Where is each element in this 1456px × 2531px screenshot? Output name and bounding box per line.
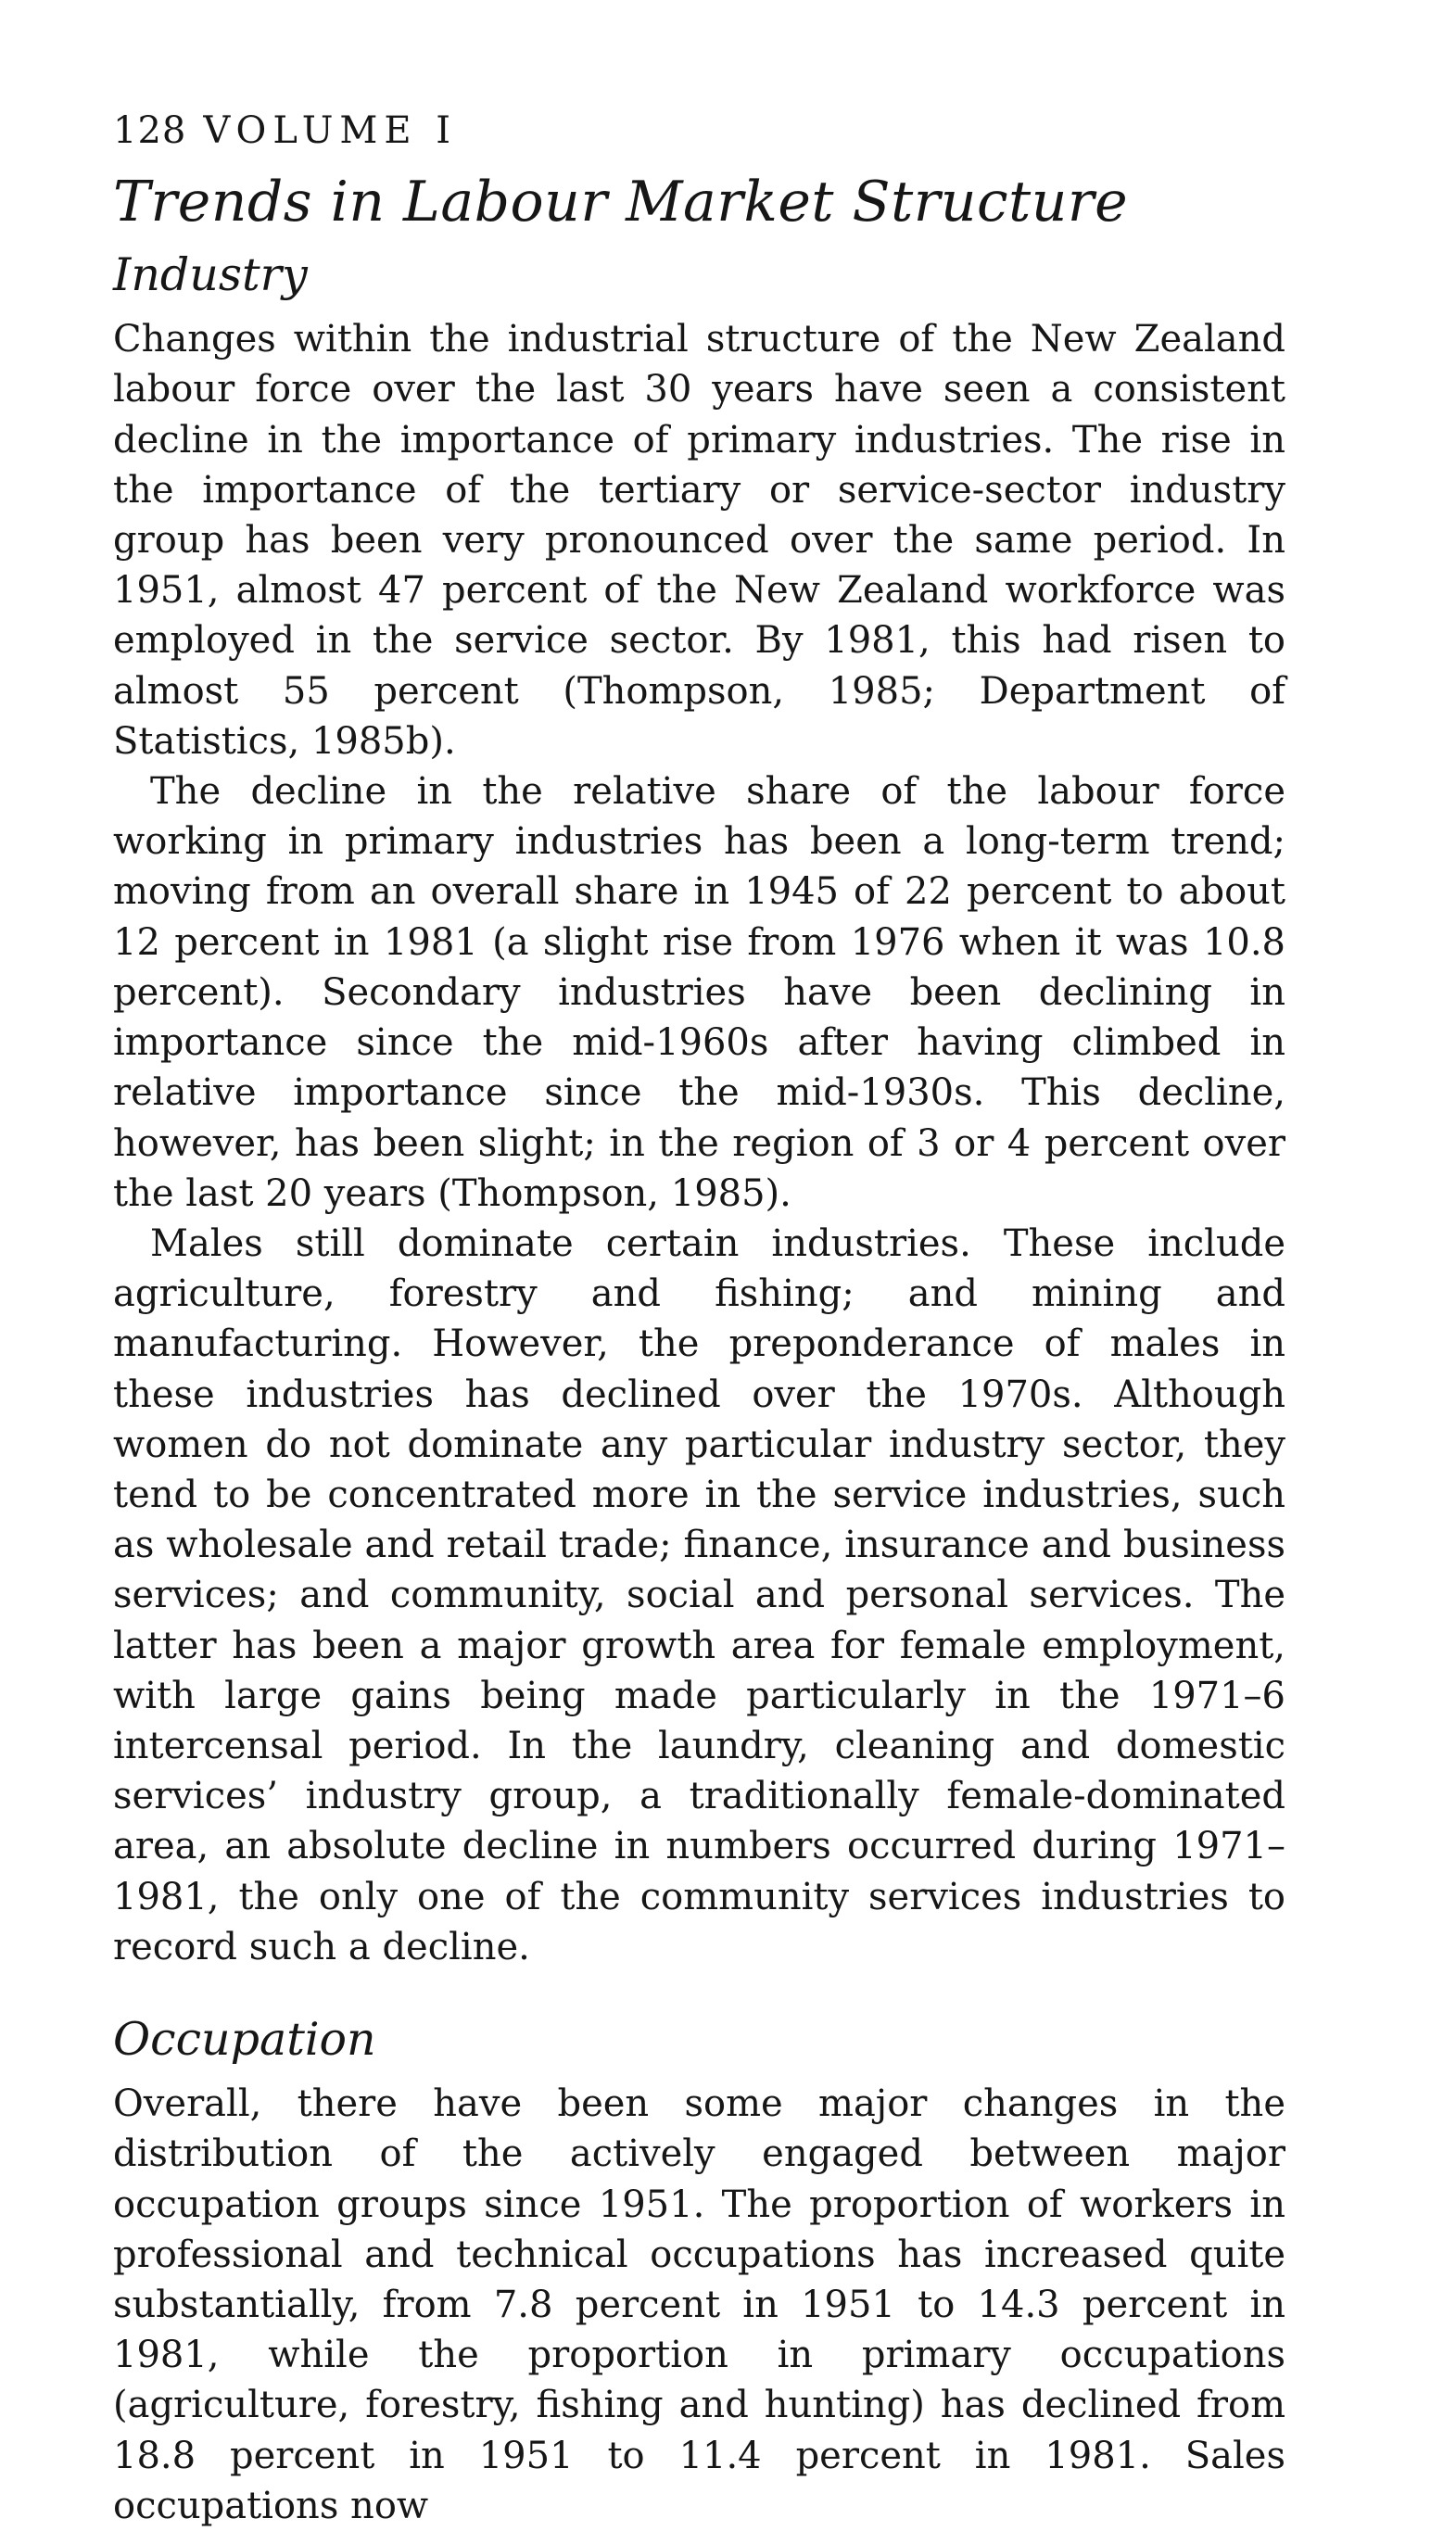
industry-paragraph-2: The decline in the relative share of the labour force working in primary industries has been a long-term trend; moving from an overall share in 1945 of 22 percent to about 12 percent in 1981 (a slight rise from 1976 when it was 10.8 percent). Secondary industries have been declining in importance since the mid-1960s after having climbed in relative importance since the mid-1930s. This decline, however, has been slight; in the region of 3 or 4 percent over the last 20 years (Thompson, 1985).: [113, 770, 1285, 1215]
occupation-paragraph-1: Overall, there have been some major changes in the distribution of the actively engaged between major occupation groups since 1951. The proportion of workers in professional and technical occupations has increased quite substantially, from 7.8 percent in 1951 to 14.3 percent in 1981, while the proportion in primary occupations (agriculture, forestry, fishing and hunting) has declined from 18.8 percent in 1951 to 11.4 percent in 1981. Sales occupations now: [113, 2082, 1285, 2527]
section-heading-industry: Industry: [113, 248, 308, 301]
book-page: [113, 109, 1285, 2527]
industry-paragraph-3: Males still dominate certain industries. These include agriculture, forestry and fishing; and mining and manufacturing. However, the preponderance of males in these industries has declined over the 1970s. Although women do not dominate any particular industry sector, they tend to be concentrated more in the service industries, such as wholesale and retail trade; finance, insurance and business services; and community, social and personal services. The latter has been a major growth area for female employment, with large gains being made particularly in the 1971–6 intercensal period. In the laundry, cleaning and domestic services’ industry group, a traditionally female-dominated area, an absolute decline in numbers occurred during 1971–1981, the only one of the community services industries to record such a decline.: [113, 1221, 1285, 1968]
volume-label: VOLUME I: [203, 109, 458, 152]
industry-paragraph-1: Changes within the industrial structure of the New Zealand labour force over the last 30 years have seen a consistent decline in the importance of primary industries. The rise in the importance of the tertiary or service-sector industry group has been very pronounced over the same period. In 1951, almost 47 percent of the New Zealand workforce was employed in the service sector. By 1981, this had risen to almost 55 percent (Thompson, 1985; Department of Statistics, 1985b).: [113, 318, 1285, 763]
running-head: [113, 109, 1285, 152]
chapter-title: Trends in Labour Market Structure: [113, 170, 1129, 234]
page-number: 128: [113, 109, 187, 152]
section-heading-occupation: Occupation: [113, 2012, 376, 2066]
